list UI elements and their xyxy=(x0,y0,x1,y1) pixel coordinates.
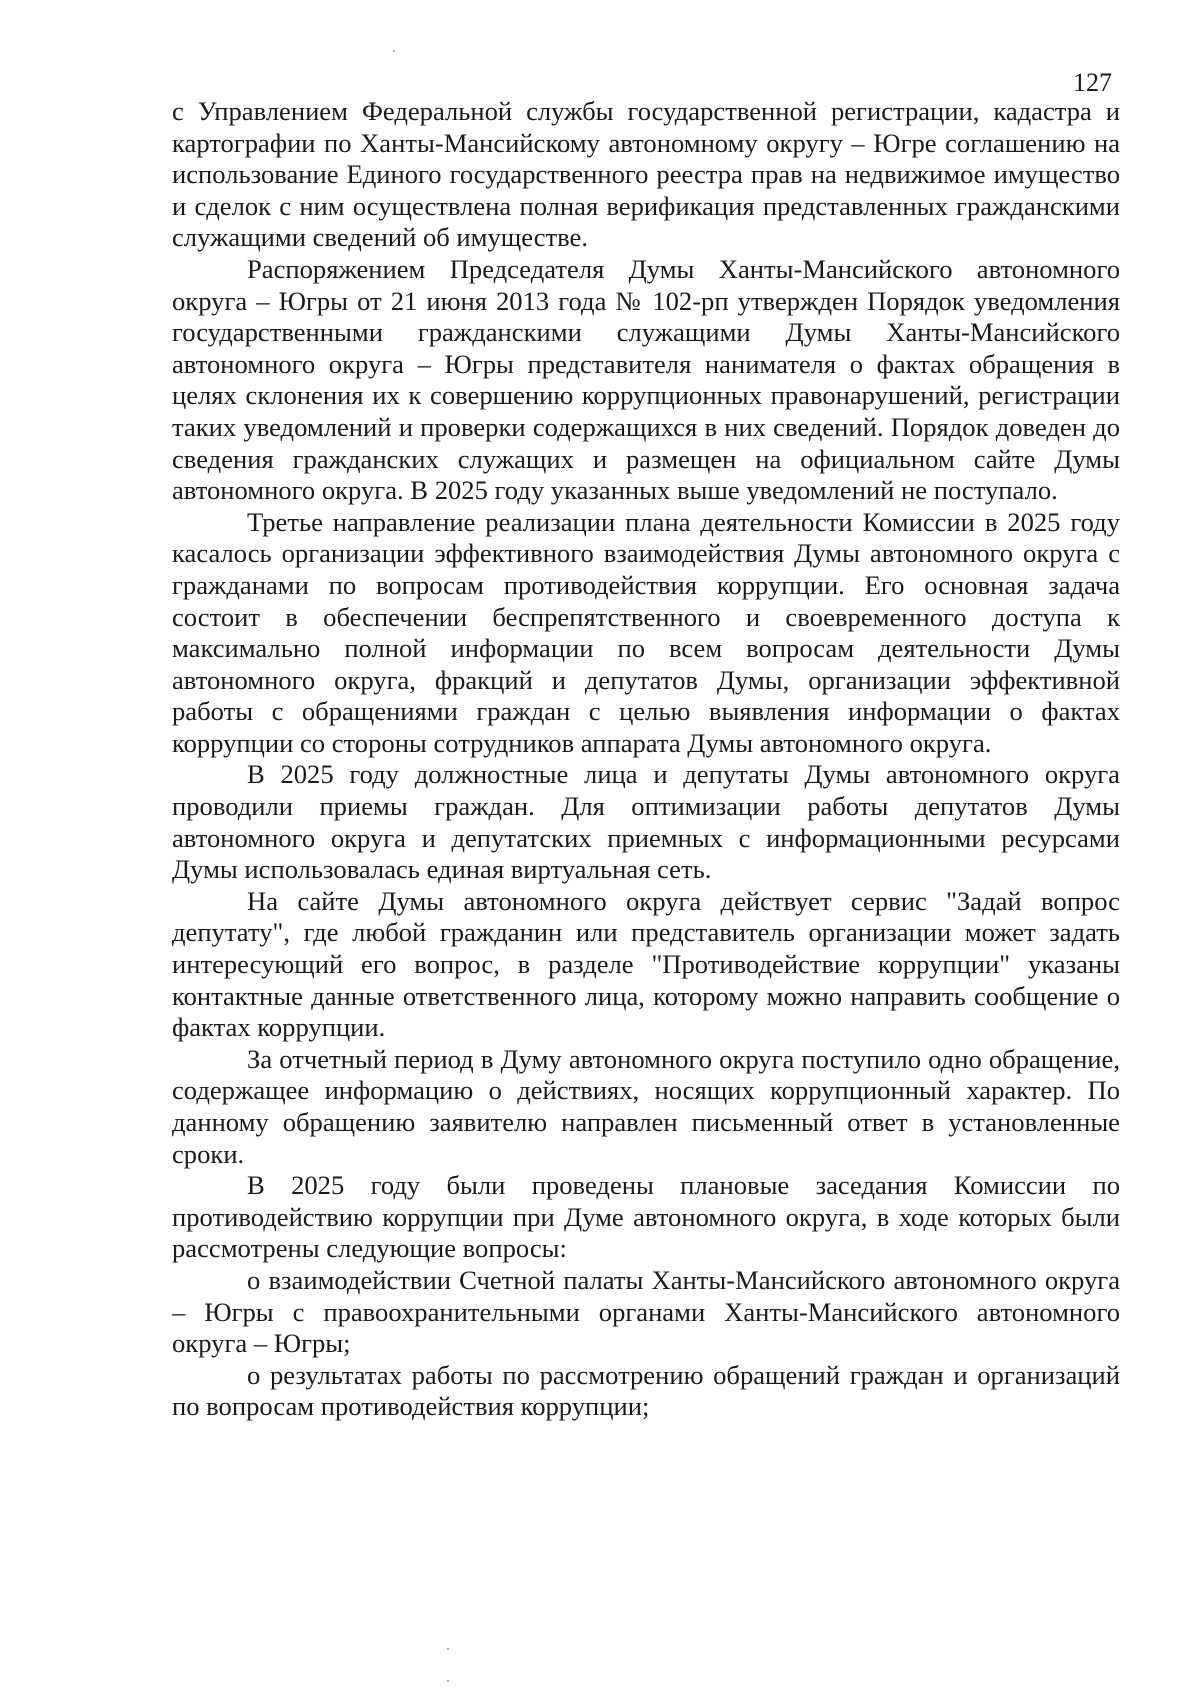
paragraph-commission-meetings: В 2025 году были проведены плановые заседания Комиссии по противодействию коррупции при Думе автономного округа, в ходе которых были рассмотрены следующие вопросы: xyxy=(172,1170,1120,1264)
document-body xyxy=(172,96,1120,1423)
page-number: 127 xyxy=(1073,68,1112,97)
scan-speck xyxy=(447,1680,449,1682)
paragraph-third-direction: Третье направление реализации плана деятельности Комиссии в 2025 году касалось организации эффективного взаимодействия Думы автономного округа с гражданами по вопросам противодействия коррупции. Его основная задача состоит в обеспечении беспрепятственного и своевременного доступа к максимально полной информации по всем вопросам деятельности Думы автономного округа, фракций и депутатов Думы, организации эффективной работы с обращениями граждан с целью выявления информации о фактах коррупции со стороны сотрудников аппарата Думы автономного округа. xyxy=(172,506,1120,758)
paragraph-website-service: На сайте Думы автономного округа действует сервис "Задай вопрос депутату", где любой гражданин или представитель организации может задать интересующий его вопрос, в разделе "Противодействие коррупции" указаны контактные данные ответственного лица, которому можно направить сообщение о фактах коррупции. xyxy=(172,885,1120,1043)
paragraph-appeals: За отчетный период в Думу автономного округа поступило одно обращение, содержащее информацию о действиях, носящих коррупционный характер. По данному обращению заявителю направлен письменный ответ в установленные сроки. xyxy=(172,1043,1120,1169)
scan-speck xyxy=(447,1648,449,1650)
list-item-audit-chamber: о взаимодействии Счетной палаты Ханты-Мансийского автономного округа – Югры с правоохранительными органами Ханты-Мансийского автономного округа – Югры; xyxy=(172,1264,1120,1359)
paragraph-continuation: с Управлением Федеральной службы государственной регистрации, кадастра и картографии по Ханты-Мансийскому автономному округу – Югре соглашению на использование Единого государственного реестра прав на недвижимое имущество и сделок с ним осуществлена полная верификация представленных гражданскими служащими сведений об имуществе. xyxy=(172,96,1120,253)
paragraph-citizen-receptions: В 2025 году должностные лица и депутаты Думы автономного округа проводили приемы граждан. Для оптимизации работы депутатов Думы автономного округа и депутатских приемных с информационными ресурсами Думы использовалась единая виртуальная сеть. xyxy=(172,759,1120,885)
paragraph-notification-procedure: Распоряжением Председателя Думы Ханты-Мансийского автономного округа – Югры от 21 июня 2013 года № 102-рп утвержден Порядок уведомления государственными гражданскими служащими Думы Ханты-Мансийского автономного округа – Югры представителя нанимателя о фактах обращения в целях склонения их к совершению коррупционных правонарушений, регистрации таких уведомлений и проверки содержащихся в них сведений. Порядок доведен до сведения гражданских служащих и размещен на официальном сайте Думы автономного округа. В 2025 году указанных выше уведомлений не поступало. xyxy=(172,253,1120,506)
list-item-appeals-results: о результатах работы по рассмотрению обращений граждан и организаций по вопросам противодействия коррупции; xyxy=(172,1359,1120,1422)
scan-speck xyxy=(393,50,395,52)
